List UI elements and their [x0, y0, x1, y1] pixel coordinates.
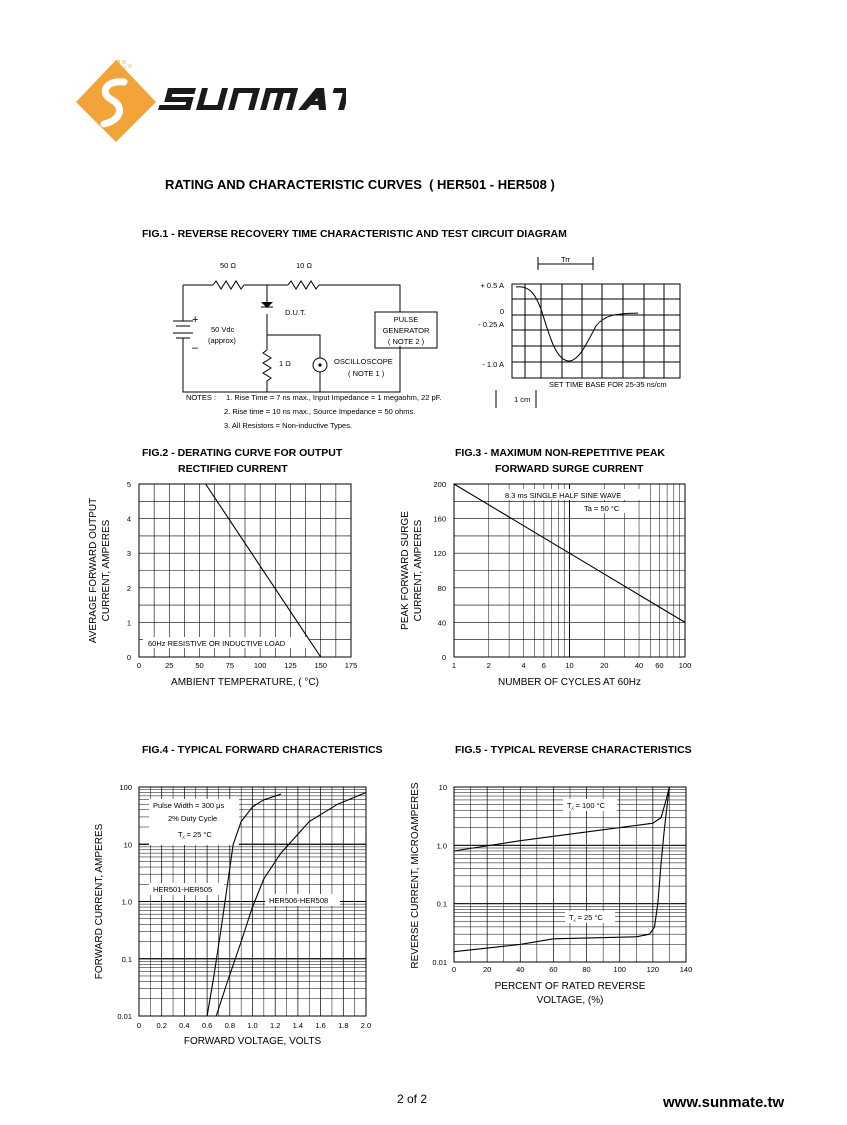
fig4-x-tick: 1.6 — [315, 1021, 326, 1030]
fig2-y-tick: 1 — [126, 618, 131, 628]
fig4-x-tick: 0.6 — [201, 1021, 213, 1030]
fig1-1cm: 1 cm — [514, 395, 531, 404]
fig1-pulse-3: ( NOTE 2 ) — [387, 337, 425, 346]
fig5-x-tick: 40 — [516, 965, 525, 974]
fig3-x-tick: 10 — [565, 661, 574, 670]
fig4-annotation-2: 2% Duty Cycle — [168, 814, 218, 823]
fig4-y-tick: 0.1 — [121, 954, 132, 964]
fig3-y-tick: 120 — [433, 549, 446, 559]
fig1-r2: 10 Ω — [296, 261, 313, 270]
fig1-pulse-1: PULSE — [393, 315, 419, 324]
fig5-x-tick: 120 — [646, 965, 660, 974]
fig5-series-label-1: T⁁ = 100 °C — [567, 801, 606, 810]
fig5-y-label: REVERSE CURRENT, MICROAMPERES — [410, 782, 421, 969]
fig1-pulse-2: GENERATOR — [382, 326, 430, 335]
fig2-x-tick: 125 — [284, 661, 297, 670]
fig1-plus: + — [192, 314, 199, 326]
fig2-x-tick: 50 — [195, 661, 204, 670]
fig4-chart — [0, 770, 424, 1060]
fig2-x-tick: 75 — [225, 661, 235, 670]
fig4-x-tick: 0.2 — [156, 1021, 167, 1030]
fig1-y-m10: - 1.0 A — [482, 360, 504, 369]
fig2-title-2: RECTIFIED CURRENT — [178, 463, 288, 475]
fig4-y-tick: 0.01 — [117, 1012, 132, 1021]
fig1-title: FIG.1 - REVERSE RECOVERY TIME CHARACTERISTIC AND TEST CIRCUIT DIAGRAM — [142, 228, 567, 240]
fig3-y-label-1: PEAK FORWARD SURGE — [400, 511, 411, 630]
fig1-note-2: 2. Rise time = 10 ns max., Source Impedance = 50 ohms. — [224, 407, 416, 416]
fig1-dut: D.U.T. — [285, 308, 306, 317]
fig1-source-label: 50 Vdc — [211, 325, 235, 334]
fig4-y-tick: 100 — [119, 783, 132, 792]
fig4-series-label-1: HER501-HER505 — [153, 885, 213, 894]
fig2-x-tick: 0 — [136, 661, 142, 670]
fig4-title: FIG.4 - TYPICAL FORWARD CHARACTERISTICS — [142, 744, 383, 756]
fig1-y-0: 0 — [499, 307, 504, 316]
fig5-y-tick: 1.0 — [436, 841, 447, 851]
fig4-x-label: FORWARD VOLTAGE, VOLTS — [183, 1036, 322, 1047]
website-link[interactable]: www.sunmate.tw — [663, 1094, 785, 1111]
fig4-x-tick: 0.8 — [224, 1021, 236, 1030]
fig4-annotation-1: Pulse Width = 300 μs — [153, 801, 225, 810]
fig3-title-1: FIG.3 - MAXIMUM NON-REPETITIVE PEAK — [455, 447, 666, 459]
fig3-chart — [395, 470, 710, 700]
fig1-y-m025: - 0.25 A — [478, 320, 504, 329]
fig3-x-tick: 100 — [678, 661, 692, 670]
fig1-osc-2: ( NOTE 1 ) — [348, 369, 385, 378]
fig2-y-label-1: AVERAGE FORWARD OUTPUT — [88, 497, 99, 644]
fig5-y-tick: 0.01 — [432, 958, 447, 967]
fig4-y-label: FORWARD CURRENT, AMPERES — [94, 823, 105, 980]
fig1-notes-label: NOTES : — [186, 393, 217, 402]
fig1-r3: 1 Ω — [279, 359, 291, 368]
fig2-y-tick: 4 — [126, 514, 131, 524]
fig1-note-1: 1. Rise Time = 7 ns max., Input Impedance = 1 megaohm, 22 pF. — [226, 393, 442, 402]
fig5-x-tick: 0 — [451, 965, 457, 974]
fig2-title-1: FIG.2 - DERATING CURVE FOR OUTPUT — [142, 447, 343, 459]
fig4-x-tick: 1.2 — [269, 1021, 281, 1030]
fig2-y-tick: 5 — [126, 480, 131, 489]
brand-logo — [76, 58, 346, 148]
fig4-y-tick: 1.0 — [121, 897, 132, 907]
fig2-x-tick: 175 — [344, 661, 358, 670]
fig1-diagram — [150, 250, 710, 435]
fig3-y-tick: 0 — [441, 653, 446, 662]
fig4-x-tick: 1.8 — [338, 1021, 349, 1030]
fig5-chart — [395, 765, 710, 1015]
fig3-annotation-1: 8.3 ms SINGLE HALF SINE WAVE — [505, 491, 622, 500]
fig3-x-tick: 2 — [486, 661, 491, 670]
fig3-x-tick: 4 — [521, 661, 526, 670]
fig5-x-label-2: VOLTAGE, (%) — [536, 995, 604, 1006]
fig2-y-tick: 0 — [126, 653, 131, 662]
fig2-x-tick: 150 — [314, 661, 327, 670]
fig3-x-tick: 20 — [600, 661, 609, 670]
fig2-x-tick: 25 — [165, 661, 174, 670]
fig5-x-tick: 80 — [582, 965, 591, 974]
fig4-x-tick: 0.4 — [179, 1021, 190, 1030]
fig3-y-tick: 40 — [437, 618, 446, 628]
fig5-x-tick: 20 — [482, 965, 492, 974]
fig5-series-label-2: T⁁ = 25 °C — [569, 913, 603, 922]
fig4-x-tick: 1.4 — [292, 1021, 304, 1030]
fig2-y-label-2: CURRENT, AMPERES — [101, 519, 112, 622]
fig4-series-label-2: HER506-HER508 — [269, 896, 329, 905]
fig1-r1: 50 Ω — [220, 261, 237, 270]
fig1-y-p05: + 0.5 A — [480, 281, 504, 290]
fig4-x-tick: 1.0 — [247, 1021, 258, 1030]
fig3-x-tick: 6 — [541, 661, 546, 670]
fig1-minus: – — [192, 342, 199, 354]
fig1-source-sub: (approx) — [208, 336, 236, 345]
fig4-annotation-3: T⁁ = 25 °C — [178, 830, 212, 839]
fig3-x-tick: 1 — [451, 661, 457, 670]
fig2-annotation: 60Hz RESISTIVE OR INDUCTIVE LOAD — [148, 639, 286, 648]
fig4-x-tick: 0 — [136, 1021, 142, 1030]
fig3-y-tick: 80 — [437, 583, 446, 593]
fig1-osc-1: OSCILLOSCOPE — [334, 357, 393, 366]
fig4-x-tick: 2.0 — [360, 1021, 372, 1030]
fig2-y-tick: 2 — [126, 583, 131, 593]
fig5-series-line-1 — [454, 787, 669, 851]
fig3-y-label-2: CURRENT, AMPERES — [413, 519, 424, 622]
fig1-timebase: SET TIME BASE FOR 25-35 ns/cm — [549, 380, 667, 389]
fig3-title-2: FORWARD SURGE CURRENT — [495, 463, 644, 475]
fig1-note-3: 3. All Resistors = Non-inductive Types. — [224, 421, 353, 430]
fig2-chart — [0, 470, 424, 700]
sunmate-logo-mark — [76, 58, 346, 148]
fig3-y-tick: 200 — [433, 480, 446, 489]
fig3-x-label: NUMBER OF CYCLES AT 60Hz — [498, 677, 641, 688]
fig5-x-tick: 140 — [679, 965, 693, 974]
fig3-x-tick: 60 — [655, 661, 664, 670]
page-title: RATING AND CHARACTERISTIC CURVES ( HER501 - HER508 ) — [165, 177, 555, 192]
fig1-trr: Trr — [561, 255, 571, 264]
fig5-title: FIG.5 - TYPICAL REVERSE CHARACTERISTICS — [455, 744, 692, 756]
fig3-y-tick: 160 — [433, 514, 446, 524]
fig3-annotation-2: Ta = 50 °C — [584, 504, 620, 513]
fig2-x-label: AMBIENT TEMPERATURE, ( °C) — [171, 677, 319, 688]
fig5-x-tick: 100 — [613, 965, 626, 974]
fig2-y-tick: 3 — [126, 549, 131, 559]
fig3-x-tick: 40 — [634, 661, 644, 670]
fig4-y-tick: 10 — [123, 840, 132, 850]
page-number: 2 of 2 — [397, 1092, 428, 1106]
fig5-y-tick: 0.1 — [436, 899, 447, 909]
fig5-x-label-1: PERCENT OF RATED REVERSE — [494, 981, 646, 992]
fig2-x-tick: 100 — [253, 661, 267, 670]
fig5-x-tick: 60 — [549, 965, 558, 974]
fig5-y-tick: 10 — [438, 783, 447, 792]
